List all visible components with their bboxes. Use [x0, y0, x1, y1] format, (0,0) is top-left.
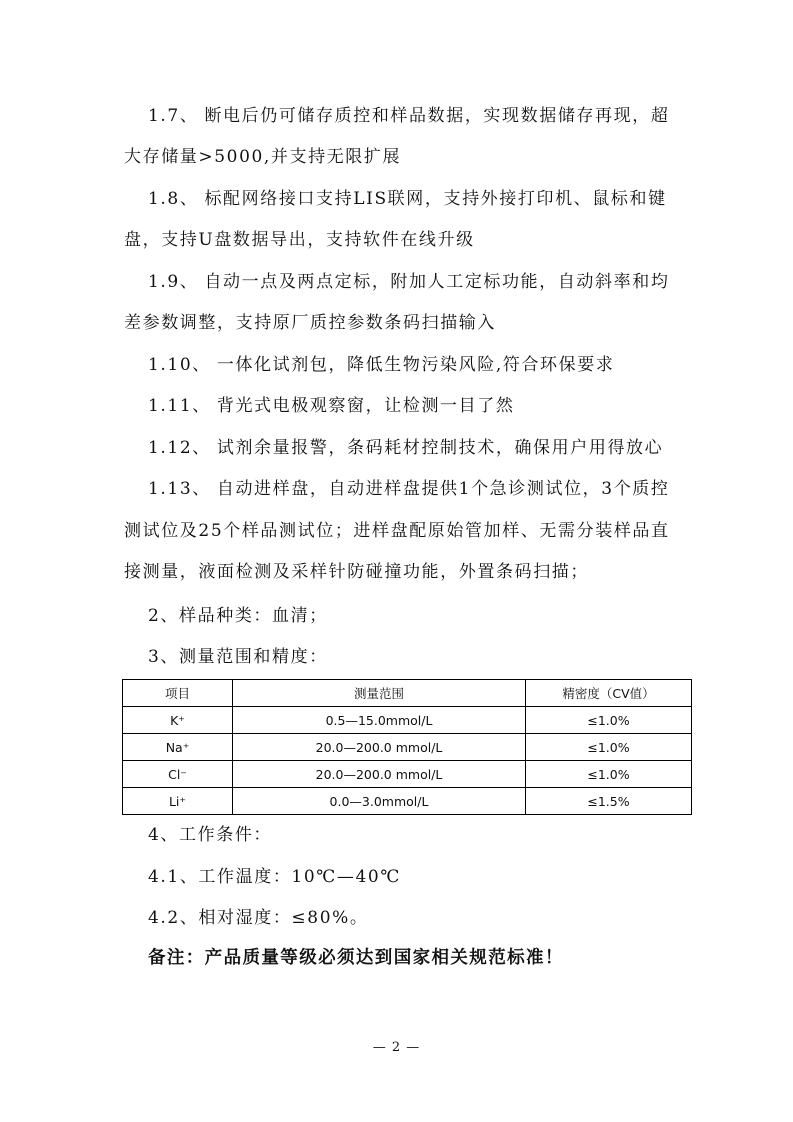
cell-item: Cl⁻: [123, 761, 233, 788]
cell-range: 20.0—200.0 mmol/L: [233, 761, 526, 788]
item-text: 断电后仍可储存质控和样品数据，实现数据储存再现，超: [204, 106, 670, 126]
cell-precision: ≤1.0%: [526, 734, 692, 761]
item-1-7-line-1: [124, 96, 676, 137]
item-text: 试剂余量报警，条码耗材控制技术，确保用户用得放心: [216, 438, 664, 458]
table-row: [123, 707, 692, 734]
table-row: [123, 734, 692, 761]
table-row: [123, 788, 692, 815]
cell-range: 0.0—3.0mmol/L: [233, 788, 526, 815]
section-conditions: 4、工作条件：: [148, 825, 273, 845]
cell-range: 0.5—15.0mmol/L: [233, 707, 526, 734]
item-1-11: [124, 386, 676, 427]
section-temperature: 4.1、工作温度：10℃—40℃: [148, 867, 401, 887]
section-humidity: 4.2、相对湿度：≤80%。: [148, 908, 369, 928]
item-1-9-line-2: 差参数调整，支持原厂质控参数条码扫描输入: [124, 313, 496, 333]
item-1-10: [124, 345, 676, 386]
item-1-7-line-2: 大存储量>5000,并支持无限扩展: [124, 147, 402, 167]
item-1-13-line-1: [124, 469, 676, 510]
section-range-precision: 3、测量范围和精度：: [148, 647, 328, 667]
item-number: 1.8、: [148, 189, 199, 209]
cell-precision: ≤1.0%: [526, 707, 692, 734]
item-text: 自动一点及两点定标，附加人工定标功能，自动斜率和均: [204, 272, 670, 292]
page-number: — 2 —: [372, 1040, 421, 1055]
header-precision: 精密度（CV值）: [526, 680, 692, 707]
item-1-9-line-1: [124, 262, 676, 303]
range-precision-table: [122, 679, 692, 815]
item-1-8-line-1: [124, 179, 676, 220]
item-1-13-line-2: 测试位及25个样品测试位；进样盘配原始管加样、无需分装样品直: [124, 521, 670, 541]
item-number: 1.13、: [148, 479, 211, 499]
item-text: 标配网络接口支持LIS联网，支持外接打印机、鼠标和键: [204, 189, 667, 209]
cell-range: 20.0—200.0 mmol/L: [233, 734, 526, 761]
remark-note: 备注：产品质量等级必须达到国家相关规范标准！: [148, 948, 564, 968]
header-item: 项目: [123, 680, 233, 707]
item-text: 自动进样盘，自动进样盘提供1个急诊测试位，3个质控: [216, 479, 670, 499]
cell-precision: ≤1.0%: [526, 761, 692, 788]
item-1-13-line-3: 接测量，液面检测及采样针防碰撞功能，外置条码扫描；: [124, 562, 589, 582]
table-header-row: [123, 680, 692, 707]
item-1-8-line-2: 盘，支持U盘数据导出，支持软件在线升级: [124, 230, 475, 250]
item-number: 1.10、: [148, 355, 211, 375]
header-range: 测量范围: [233, 680, 526, 707]
cell-item: Li⁺: [123, 788, 233, 815]
item-number: 1.11、: [148, 396, 211, 416]
item-number: 1.12、: [148, 438, 211, 458]
section-sample-type: 2、样品种类：血清；: [148, 606, 328, 626]
item-number: 1.9、: [148, 272, 199, 292]
table-row: [123, 761, 692, 788]
item-number: 1.7、: [148, 106, 199, 126]
item-1-12: [124, 428, 676, 469]
cell-precision: ≤1.5%: [526, 788, 692, 815]
item-text: 背光式电极观察窗，让检测一目了然: [216, 396, 515, 416]
cell-item: Na⁺: [123, 734, 233, 761]
cell-item: K⁺: [123, 707, 233, 734]
item-text: 一体化试剂包，降低生物污染风险,符合环保要求: [216, 355, 615, 375]
